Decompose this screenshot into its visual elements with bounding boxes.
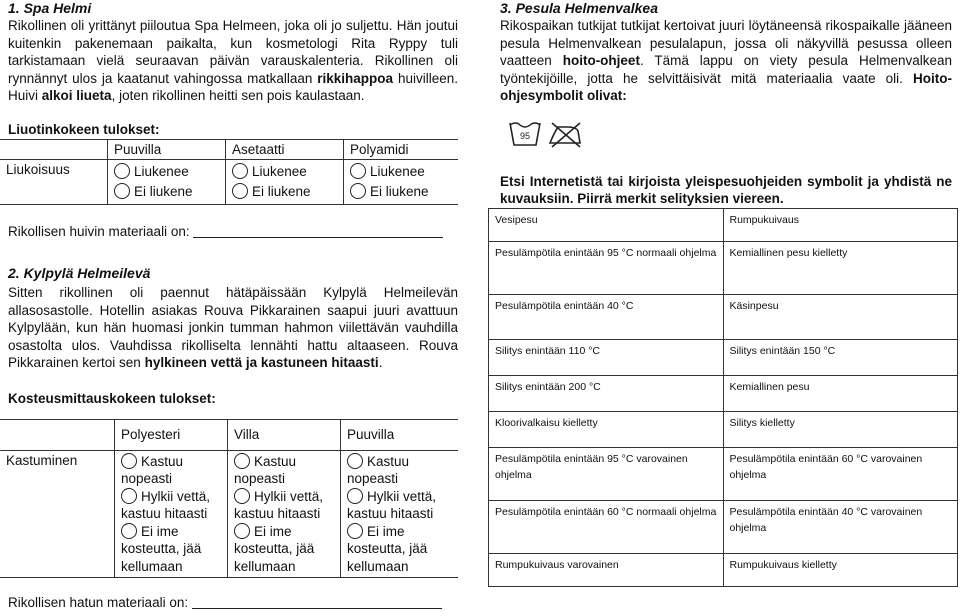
radio-icon[interactable] (232, 163, 248, 179)
radio-icon[interactable] (350, 183, 366, 199)
care-table-row (489, 448, 958, 501)
care-table-cell[interactable]: Rumpukuivaus kielletty (723, 554, 958, 587)
care-table-cell[interactable]: Pesulämpötila enintään 40 °C (489, 295, 724, 340)
care-table-row (489, 376, 958, 412)
radio-icon[interactable] (234, 488, 250, 504)
solvent-results-heading: Liuotinkokeen tulokset: (8, 121, 160, 137)
bold-text: rikkihappoa (317, 70, 394, 86)
bold-text: Hoito-ohjesymbolit olivat: (500, 70, 952, 103)
option-wets-fast[interactable] (347, 453, 452, 488)
moisture-table (0, 419, 458, 579)
care-table-cell[interactable]: Pesulämpötila enintään 95 °C varovainen ohjelma (489, 448, 724, 501)
option-repels-water[interactable] (347, 488, 452, 523)
option-dissolves[interactable] (350, 162, 452, 182)
care-table-row (489, 295, 958, 340)
option-label: Ei liukene (370, 183, 429, 199)
iron-crossed-icon (550, 123, 580, 147)
care-table-cell[interactable]: Silitys enintään 200 °C (489, 376, 724, 412)
col-cotton: Puuvilla (347, 427, 395, 442)
care-table-cell[interactable]: Rumpukuivaus (723, 209, 958, 242)
radio-icon[interactable] (347, 488, 363, 504)
col-polyester: Polyesteri (115, 419, 228, 450)
option-label: Ei liukene (134, 183, 193, 199)
radio-icon[interactable] (347, 523, 363, 539)
option-label: Ei ime kosteutta, jää kellumaan (121, 523, 202, 574)
care-table-row (489, 209, 958, 242)
wash-temp-label: 95 (519, 130, 531, 141)
radio-icon[interactable] (114, 163, 130, 179)
care-table-cell[interactable]: Silitys enintään 150 °C (723, 340, 958, 376)
option-label: Ei liukene (252, 183, 311, 199)
task-text: Etsi Internetistä tai kirjoista yleispesuohjeiden symbolit ja yhdistä ne kuvauksiin. Piirrä merkit selityksien viereen. (500, 173, 952, 206)
option-dissolves[interactable] (114, 162, 219, 182)
section-3-title: 3. Pesula Helmenvalkea (500, 0, 658, 16)
text-part: , joten rikollinen heitti sen pois kaulastaan. (111, 88, 365, 103)
section-3-text (500, 17, 952, 105)
radio-icon[interactable] (234, 453, 250, 469)
option-label: Liukenee (252, 163, 307, 179)
option-not-dissolve[interactable] (232, 182, 337, 202)
radio-icon[interactable] (114, 183, 130, 199)
option-label: Ei ime kosteutta, jää kellumaan (234, 523, 315, 574)
text-part: Rikollinen oli yrittänyt piiloutua Spa Helmeen, joka oli jo suljettu. Hän joutui kuitenkin pakenemaan paikalta, kun kosmetologi Rita Ryppy tuli tarkistamaan vielä seuraavan päivän varauskalenteria. Rikollinen oli rynnännyt ulos ja kaatanut vahingossa matkallaan (8, 18, 458, 86)
right-column (500, 0, 952, 208)
scarf-material-answer-line[interactable] (193, 223, 443, 238)
col-polyamide: Polyamidi (350, 141, 409, 157)
moisture-results-heading: Kosteusmittauskokeen tulokset: (8, 390, 216, 406)
row-label-solubility: Liukoisuus (0, 159, 108, 204)
option-label: Liukenee (370, 163, 425, 179)
option-label: Hylkii vettä, kastuu hitaasti (234, 488, 324, 521)
col-cotton: Puuvilla (108, 139, 226, 159)
radio-icon[interactable] (232, 183, 248, 199)
radio-icon[interactable] (234, 523, 250, 539)
care-table-cell[interactable]: Kemiallinen pesu kielletty (723, 242, 958, 295)
option-wets-fast[interactable] (121, 453, 221, 488)
option-dissolves[interactable] (232, 162, 337, 182)
option-label: Kastuu nopeasti (347, 453, 410, 486)
care-table-row (489, 340, 958, 376)
option-wets-fast[interactable] (234, 453, 334, 488)
hat-material-line (8, 594, 458, 612)
option-repels-water[interactable] (121, 488, 221, 523)
care-symbols-svg (508, 119, 584, 149)
care-table-cell[interactable]: Pesulämpötila enintään 60 °C varovainen ohjelma (723, 448, 958, 501)
text-part: huivilleen. Huivi (8, 70, 458, 103)
care-table-cell[interactable]: Kloorivalkaisu kielletty (489, 412, 724, 448)
option-not-dissolve[interactable] (114, 182, 219, 202)
option-floats[interactable] (347, 523, 452, 576)
radio-icon[interactable] (347, 453, 363, 469)
care-table-row (489, 554, 958, 587)
care-table-cell[interactable]: Silitys enintään 110 °C (489, 340, 724, 376)
col-acetate: Asetaatti (226, 139, 344, 159)
option-label: Hylkii vettä, kastuu hitaasti (347, 488, 437, 521)
radio-icon[interactable] (121, 488, 137, 504)
care-table-row (489, 412, 958, 448)
care-table-row (489, 242, 958, 295)
col-wool: Villa (228, 419, 341, 450)
bold-text: hylkineen vettä ja kastuneen hitaasti (144, 355, 379, 370)
option-label: Ei ime kosteutta, jää kellumaan (347, 523, 428, 574)
option-floats[interactable] (121, 523, 221, 576)
solvent-table (0, 139, 458, 205)
hat-material-answer-line[interactable] (192, 594, 442, 609)
option-floats[interactable] (234, 523, 334, 576)
section-1-text (8, 17, 458, 105)
text-part: Rikospaikan tutkijat tutkijat kertoivat juuri löytäneensä rikospaikalle jääneen pesula Helmenvalkean pesulalapun, jossa oli näkyvillä pesussa olleen vaatteen (500, 18, 952, 68)
text-part: . (378, 355, 383, 370)
row-label-wetting: Kastuminen (0, 450, 115, 578)
bold-text: alkoi liueta (41, 88, 112, 103)
text-part: Sitten rikollinen oli paennut hätäpäissään Kylpylä Helmeilevän allasosastolle. Hotellin asiakas Rouva Pikkarainen saapui juuri avattuun Kylpylään, kun hän huomasi jonkin tumman hahmon viilettävän vauhdilla osastolta ulos. Vauhdissa rikolliselta lennähti hattu altaaseen. Rouva Pikkarainen kertoi sen (8, 285, 458, 370)
radio-icon[interactable] (121, 453, 137, 469)
care-symbols-table (488, 208, 958, 587)
option-label: Kastuu nopeasti (234, 453, 297, 486)
care-table-cell[interactable]: Kemiallinen pesu (723, 376, 958, 412)
option-not-dissolve[interactable] (350, 182, 452, 202)
care-table-cell[interactable]: Pesulämpötila enintään 95 °C normaali ohjelma (489, 242, 724, 295)
option-repels-water[interactable] (234, 488, 334, 523)
section-2-text (8, 284, 458, 372)
hat-material-label: Rikollisen hatun materiaali on: (8, 595, 189, 610)
section-2-title: 2. Kylpylä Helmeilevä (8, 265, 151, 281)
section-1-title: 1. Spa Helmi (8, 0, 92, 16)
care-table-cell[interactable]: Vesipesu (489, 209, 724, 242)
radio-icon[interactable] (121, 523, 137, 539)
care-table-cell[interactable]: Rumpukuivaus varovainen (489, 554, 724, 587)
bold-text: hoito-ohjeet (562, 53, 640, 68)
option-label: Hylkii vettä, kastuu hitaasti (121, 488, 211, 521)
care-table-row (489, 501, 958, 554)
care-table-cell[interactable]: Pesulämpötila enintään 40 °C varovainen ohjelma (723, 501, 958, 554)
wash-tub-icon (510, 123, 540, 145)
care-table-cell[interactable]: Käsinpesu (723, 295, 958, 340)
care-symbols (508, 119, 952, 151)
care-table-cell[interactable]: Pesulämpötila enintään 60 °C normaali ohjelma (489, 501, 724, 554)
radio-icon[interactable] (350, 163, 366, 179)
scarf-material-line (8, 223, 458, 241)
scarf-material-label: Rikollisen huivin materiaali on: (8, 223, 190, 239)
care-table-cell[interactable]: Silitys kielletty (723, 412, 958, 448)
option-label: Kastuu nopeasti (121, 453, 184, 486)
option-label: Liukenee (134, 163, 189, 179)
text-part: . Tämä lappu on viety pesula Helmenvalkean työntekijöille, jotta he selvittäisivät mitä materiaalia vaate oli. (500, 53, 952, 86)
left-column (8, 0, 458, 612)
